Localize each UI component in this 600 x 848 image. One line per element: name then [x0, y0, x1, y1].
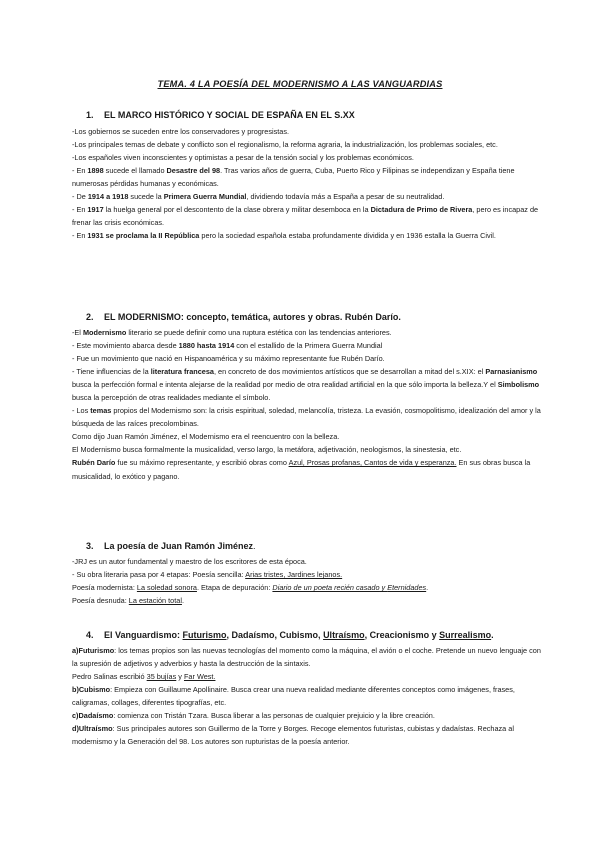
underlined-text: y: [379, 583, 388, 593]
bold-text: Parnasianismo: [485, 367, 538, 377]
text: - Su obra literaria pasa por 4 etapas: Poesía sencilla:: [72, 570, 246, 580]
bold-text: Modernismo: [82, 328, 127, 337]
text: -El: [72, 328, 83, 337]
bold-text: literatura francesa: [150, 367, 214, 377]
text: sucede la: [128, 192, 164, 202]
paragraph: [72, 326, 542, 339]
paragraph: [72, 644, 542, 670]
paragraph: [72, 683, 542, 709]
bold-text: 1917: [87, 205, 104, 215]
underlined-text: Diario de un poeta recién casado: [272, 583, 380, 593]
text: busca la percepción de otras realidades mediante el símbolo.: [72, 393, 271, 403]
bold-text: Simbolismo: [497, 380, 540, 390]
text: propios del Modernismo son: la crisis espiritual, soledad, melancolía, tristeza. La evasión, cosmopolitismo, idealización del amor y la búsqueda de las raíces precolombinas.: [72, 406, 541, 429]
bold-text: Rubén Darío: [72, 458, 116, 468]
text: , Creacionismo y: [364, 630, 440, 640]
text: : los temas propios son las nuevas tecnologías del momento como la máquina, el avión o el coche. Pretende un nuevo lenguaje con la supresión de adjetivos y adverbios y hasta la destrucción de la sintaxis.: [72, 646, 541, 669]
text: literario se puede definir como una ruptura estética con las tendencias anteriores.: [126, 328, 392, 337]
section-number: 1.: [86, 110, 94, 120]
paragraph: El Modernismo busca formalmente la musicalidad, verso largo, la metáfora, adjetivación, neologismos, la sinestesia, etc.: [72, 445, 462, 455]
paragraph: [72, 229, 542, 242]
text: - En: [72, 205, 88, 215]
text: - En: [72, 166, 88, 176]
section-4-heading: [86, 630, 556, 640]
bold-text: Desastre del 98: [166, 166, 221, 176]
paragraph: [72, 164, 542, 190]
underlined-text: 35 bujías: [146, 672, 177, 682]
text: fue su máximo representante, y escribió obras como: [115, 458, 289, 468]
text: : Sus principales autores son Guillermo de la Torre y Borges. Recoge elementos futuristas, cubistas y dadaístas. Rechaza al modernismo y la Generación del 98. Los autores son rupturistas de la poesía anterior.: [72, 724, 514, 747]
underlined-text: La soledad sonora: [136, 583, 197, 593]
bold-text: 1898: [87, 166, 104, 176]
text: , pero es incapaz de frenar las crisis económicas.: [72, 205, 539, 228]
text: .: [253, 541, 256, 551]
paragraph: [72, 709, 542, 722]
bold-text: a)Futurismo: [72, 646, 115, 655]
section-title: EL MODERNISMO: concepto, temática, autores y obras. Rubén Darío.: [104, 312, 401, 322]
section-2-body: [72, 326, 542, 483]
section-3-body: [72, 555, 542, 607]
section-title: La poesía de Juan Ramón Jiménez: [104, 541, 254, 551]
underlined-text: La estación total: [128, 596, 182, 606]
bold-text: 1931 se proclama la II República: [87, 231, 200, 241]
paragraph: [72, 365, 542, 404]
paragraph: [72, 568, 542, 581]
text: sucede el llamado: [103, 166, 167, 176]
paragraph: [72, 203, 542, 229]
document-title: TEMA. 4 LA POESÍA DEL MODERNISMO A LAS VANGUARDIAS: [157, 79, 443, 89]
text: .: [181, 596, 184, 606]
section-1-heading: [86, 110, 556, 120]
text: pero la sociedad española estaba profundamente dividida y en 1936 estalla la Guerra Civil.: [199, 231, 496, 241]
text: . Etapa de depuración:: [196, 583, 273, 593]
bold-text: c)Dadaísmo: [72, 711, 114, 721]
section-number: 2.: [86, 312, 94, 322]
text: : comienza con Tristán Tzara. Busca liberar a las personas de cualquier prejuicio y la libre creación.: [113, 711, 435, 721]
text: con el estallido de la Primera Guerra Mundial: [234, 341, 383, 351]
text: . Tras varios años de guerra, Cuba, Puerto Rico y Filipinas se independizan y España tiene numerosas pérdidas humanas y económicas.: [72, 166, 515, 189]
section-title: EL MARCO HISTÓRICO Y SOCIAL DE ESPAÑA EN EL S.XX: [104, 110, 355, 120]
paragraph: -Los españoles viven inconscientes y optimistas a pesar de la tensión social y los problemas económicos.: [72, 153, 414, 163]
bold-text: Primera Guerra Mundial: [163, 192, 247, 202]
text: - En: [72, 231, 88, 241]
paragraph: [72, 722, 542, 748]
paragraph: -Los principales temas de debate y conflicto son el regionalismo, la reforma agraria, la industrialización, los problemas sociales, etc.: [72, 140, 498, 150]
paragraph: -JRJ es un autor fundamental y maestro de los escritores de esta época.: [72, 557, 307, 566]
paragraph: [72, 581, 542, 594]
text: .: [491, 630, 494, 640]
section-title: El Vanguardismo:: [104, 630, 183, 640]
bold-text: b)Cubismo: [72, 685, 111, 695]
text: Poesía desnuda:: [72, 596, 129, 606]
paragraph: [72, 190, 542, 203]
text: busca la perfección formal e intenta alejarse de la realidad por medio de otra realidad artificial en la que sólo importa la belleza.Y el: [72, 380, 498, 390]
text: - Tiene influencias de la: [72, 367, 151, 377]
paragraph: [72, 594, 542, 607]
text: - Este movimiento abarca desde: [72, 341, 179, 351]
bold-text: d)Ultraísmo: [72, 724, 113, 734]
section-4-body: [72, 644, 542, 748]
underlined-text: Far West.: [183, 672, 216, 682]
underlined-text: Futurismo: [182, 630, 227, 640]
underlined-text: Azul, Prosas profanas, Cantos de vida y esperanza.: [288, 458, 457, 468]
text: y: [176, 672, 184, 682]
paragraph: [72, 339, 542, 352]
text: En sus obras busca la musicalidad, lo exótico y pagano.: [72, 458, 531, 481]
text: Pedro Salinas escribió: [72, 672, 147, 682]
text: - De: [72, 192, 88, 202]
underlined-text: Arias tristes, Jardines lejanos.: [245, 570, 343, 580]
underlined-text: Ultraísmo: [323, 630, 365, 640]
text: Poesía modernista:: [72, 583, 137, 593]
text: : Empieza con Guillaume Apollinaire. Busca crear una nueva realidad mediante diferentes conceptos como imágenes, frases, caligramas, collages, diferentes tipografías, etc.: [72, 685, 515, 708]
underlined-text: Eternidades: [387, 583, 427, 593]
text: , Dadaísmo, Cubismo,: [226, 630, 324, 640]
text: , en concreto de dos movimientos artísticos que se desarrollan a mitad del s.XIX: el: [213, 367, 486, 377]
paragraph: - Fue un movimiento que nació en Hispanoamérica y su máximo representante fue Rubén Darío.: [72, 354, 385, 364]
bold-text: temas: [90, 406, 112, 416]
paragraph: [72, 670, 542, 683]
underlined-text: Surrealismo: [439, 630, 492, 640]
bold-text: 1914 a 1918: [87, 192, 129, 202]
text: - Los: [72, 406, 91, 416]
bold-text: 1880 hasta 1914: [178, 341, 235, 351]
section-number: 3.: [86, 541, 94, 551]
section-1-body: [72, 125, 542, 242]
paragraph: Como dijo Juan Ramón Jiménez, el Modernismo era el reencuentro con la belleza.: [72, 432, 340, 442]
section-number: 4.: [86, 630, 94, 640]
paragraph: [72, 456, 542, 482]
section-2-heading: [86, 312, 556, 322]
section-3-heading: [86, 541, 556, 551]
text: , dividiendo todavía más a España a pesar de su neutralidad.: [246, 192, 445, 202]
text: la huelga general por el descontento de la clase obrera y militar desemboca en la: [103, 205, 371, 215]
bold-text: Dictadura de Primo de Rivera: [370, 205, 473, 215]
paragraph: [72, 404, 542, 430]
text: .: [426, 583, 429, 593]
paragraph: -Los gobiernos se suceden entre los conservadores y progresistas.: [72, 127, 289, 136]
